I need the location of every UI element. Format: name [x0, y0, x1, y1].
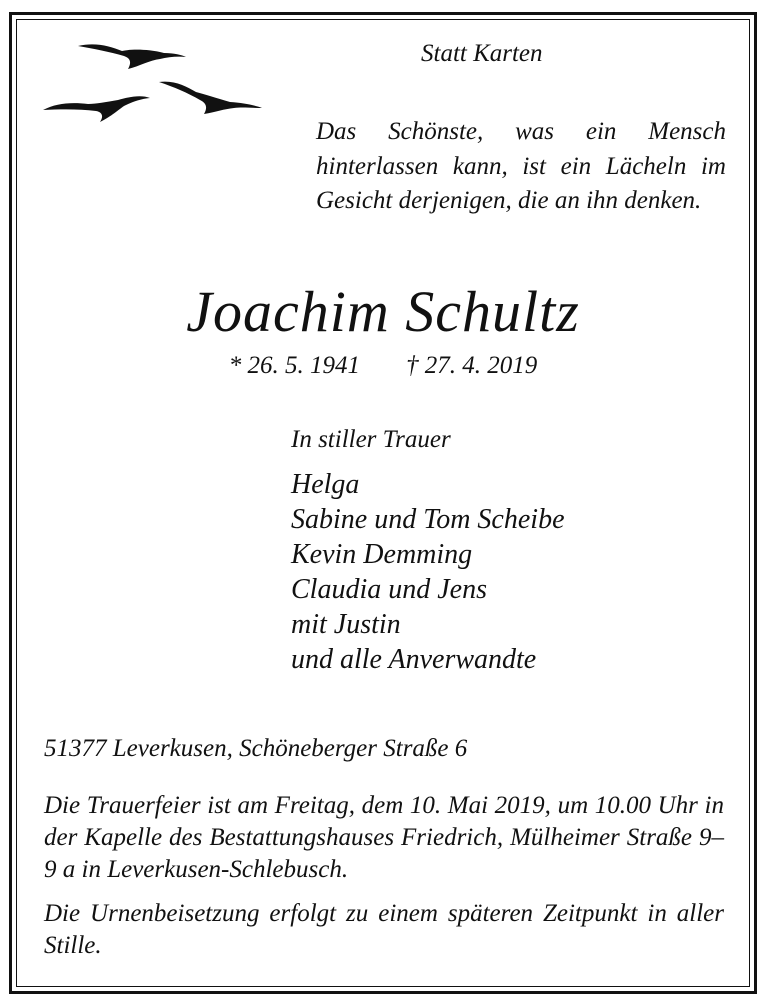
family-address: 51377 Leverkusen, Schöneberger Straße 6 [44, 735, 468, 762]
header-statt-karten: Statt Karten [421, 40, 543, 67]
birds-icon [40, 40, 270, 135]
mourner-name: Helga [291, 469, 360, 500]
funeral-info: Die Trauerfeier ist am Freitag, dem 10. Mai 2019, um 10.00 Uhr in der Kapelle des Bestattungshauses Friedrich, Mülheimer Straße 9–9 a in Leverkusen-Schlebusch. [44, 792, 724, 883]
mourner-name: Kevin Demming [291, 539, 473, 570]
bird-3-icon [43, 96, 150, 122]
mourning-heading: In stiller Trauer [291, 426, 451, 453]
mourner-name: Claudia und Jens [291, 574, 487, 605]
memorial-quote: Das Schönste, was ein Mensch hinterlassen kann, ist ein Lächeln im Gesicht derjenigen, die an ihn denken. [316, 118, 726, 214]
mourners-list [291, 467, 565, 677]
life-dates [0, 352, 766, 380]
death-date: † 27. 4. 2019 [406, 352, 538, 379]
bird-2-icon [159, 82, 262, 114]
mourner-name: Sabine und Tom Scheibe [291, 504, 565, 535]
mourner-name: mit Justin [291, 609, 401, 640]
bird-1-icon [78, 44, 186, 69]
birth-date: * 26. 5. 1941 [228, 352, 360, 379]
mourner-name: und alle Anverwandte [291, 644, 537, 675]
deceased-name: Joachim Schultz [186, 279, 580, 344]
burial-info: Die Urnenbeisetzung erfolgt zu einem späteren Zeitpunkt in aller Stille. [44, 900, 724, 959]
